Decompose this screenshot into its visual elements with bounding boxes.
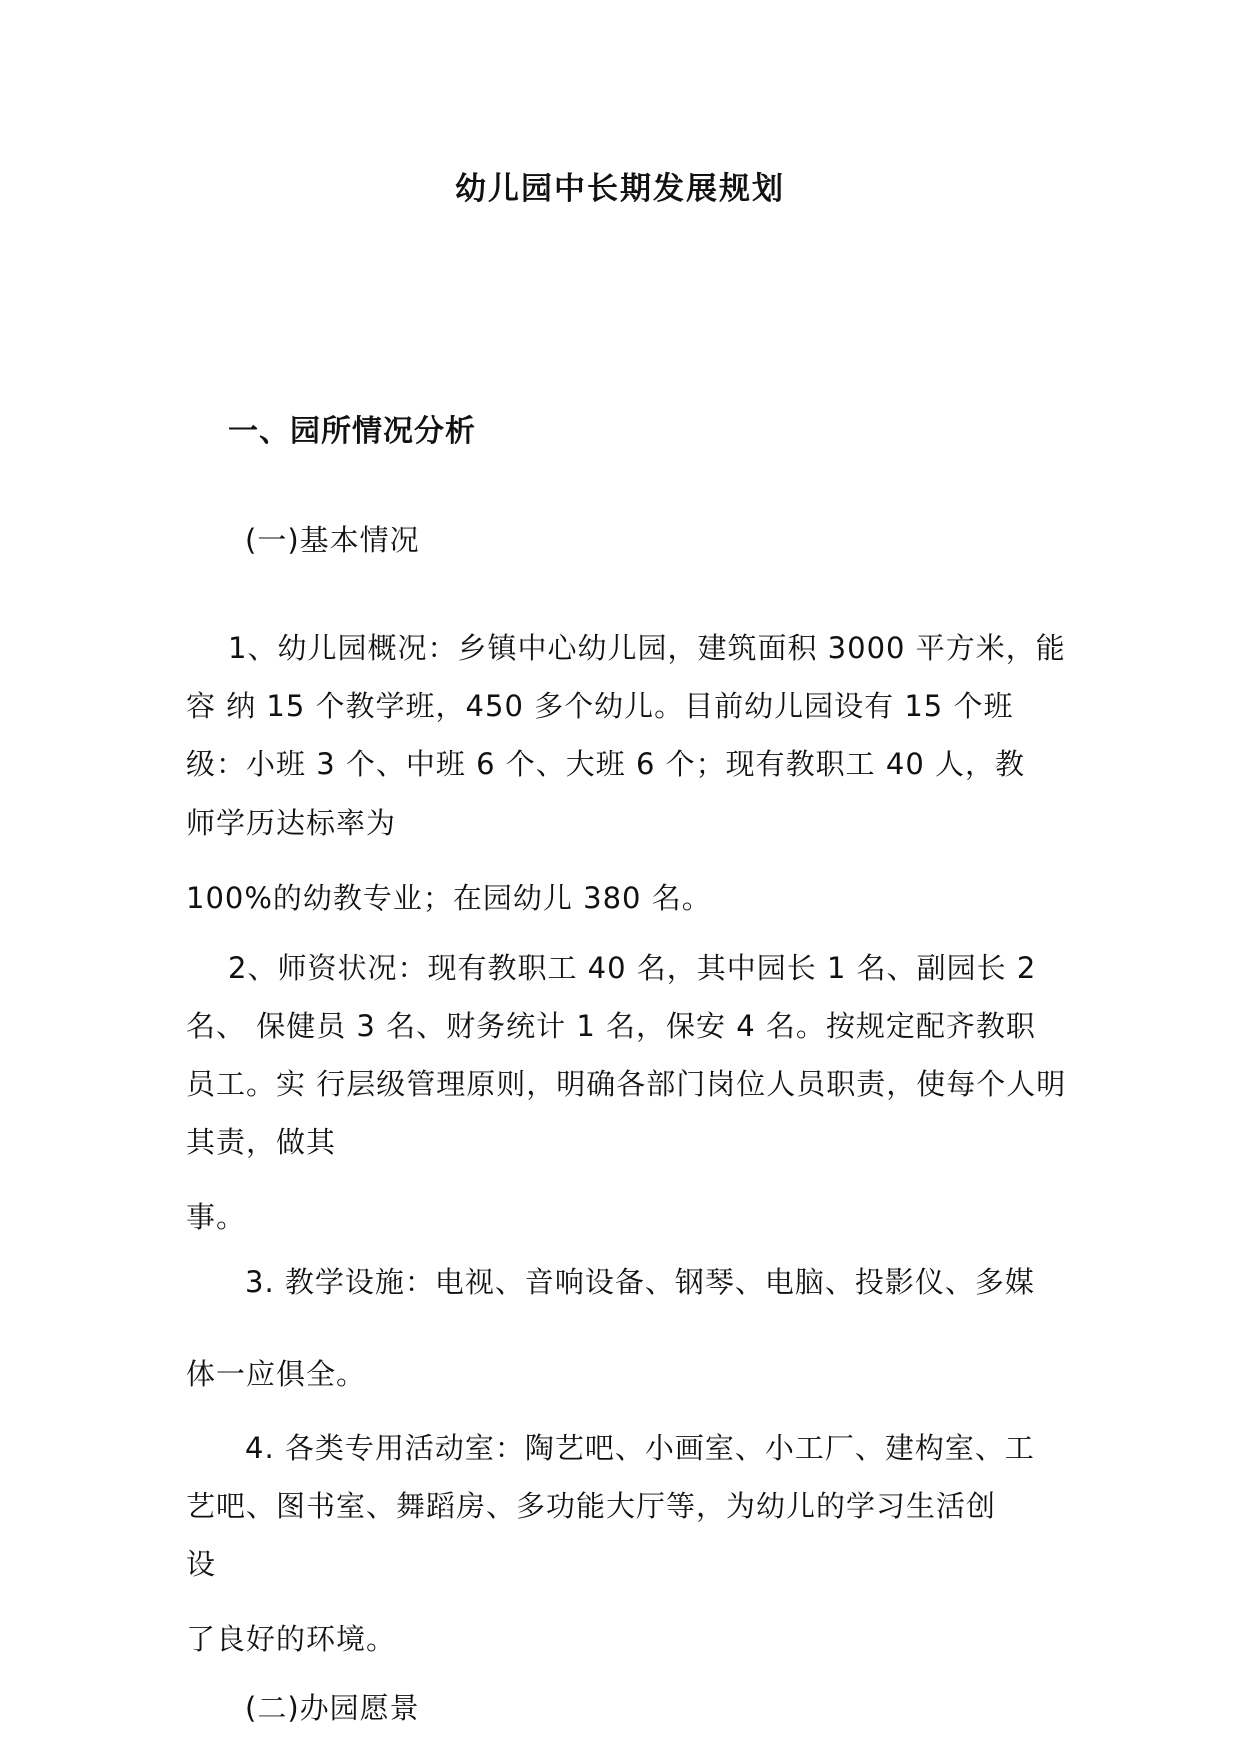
subsection-heading: (一)基本情况 — [245, 523, 420, 557]
paragraph-line: 100%的幼教专业；在园幼儿 380 名。 — [186, 881, 712, 915]
paragraph-line: 艺吧、图书室、舞蹈房、多功能大厅等，为幼儿的学习生活创 — [186, 1489, 997, 1523]
paragraph-line: 事。 — [186, 1200, 247, 1234]
paragraph-line: 级：小班 3 个、中班 6 个、大班 6 个；现有教职工 40 人，教 — [186, 747, 1026, 781]
paragraph-line: 容 纳 15 个教学班，450 多个幼儿。目前幼儿园设有 15 个班 — [186, 689, 1014, 723]
paragraph-line: 名、 保健员 3 名、财务统计 1 名，保安 4 名。按规定配齐教职 — [186, 1009, 1036, 1043]
paragraph-line: 2、师资状况：现有教职工 40 名，其中园长 1 名、副园长 2 — [228, 951, 1037, 985]
paragraph-line: 师学历达标率为 — [186, 806, 397, 840]
paragraph-line: 设 — [186, 1547, 217, 1581]
document-title: 幼儿园中长期发展规划 — [455, 171, 785, 207]
paragraph-line: 其责，做其 — [186, 1125, 337, 1159]
paragraph-line: 1、幼儿园概况：乡镇中心幼儿园，建筑面积 3000 平方米，能 — [228, 631, 1066, 665]
paragraph-line: 了良好的环境。 — [186, 1622, 397, 1656]
subsection-heading: (二)办园愿景 — [245, 1691, 420, 1725]
paragraph-line: 体一应俱全。 — [186, 1357, 367, 1391]
section-heading: 一、园所情况分析 — [228, 414, 476, 449]
paragraph-line: 4. 各类专用活动室：陶艺吧、小画室、小工厂、建构室、工 — [245, 1431, 1035, 1465]
paragraph-line: 员工。实 行层级管理原则，明确各部门岗位人员职责，使每个人明 — [186, 1067, 1067, 1101]
paragraph-line: 3. 教学设施：电视、音响设备、钢琴、电脑、投影仪、多媒 — [245, 1265, 1035, 1299]
